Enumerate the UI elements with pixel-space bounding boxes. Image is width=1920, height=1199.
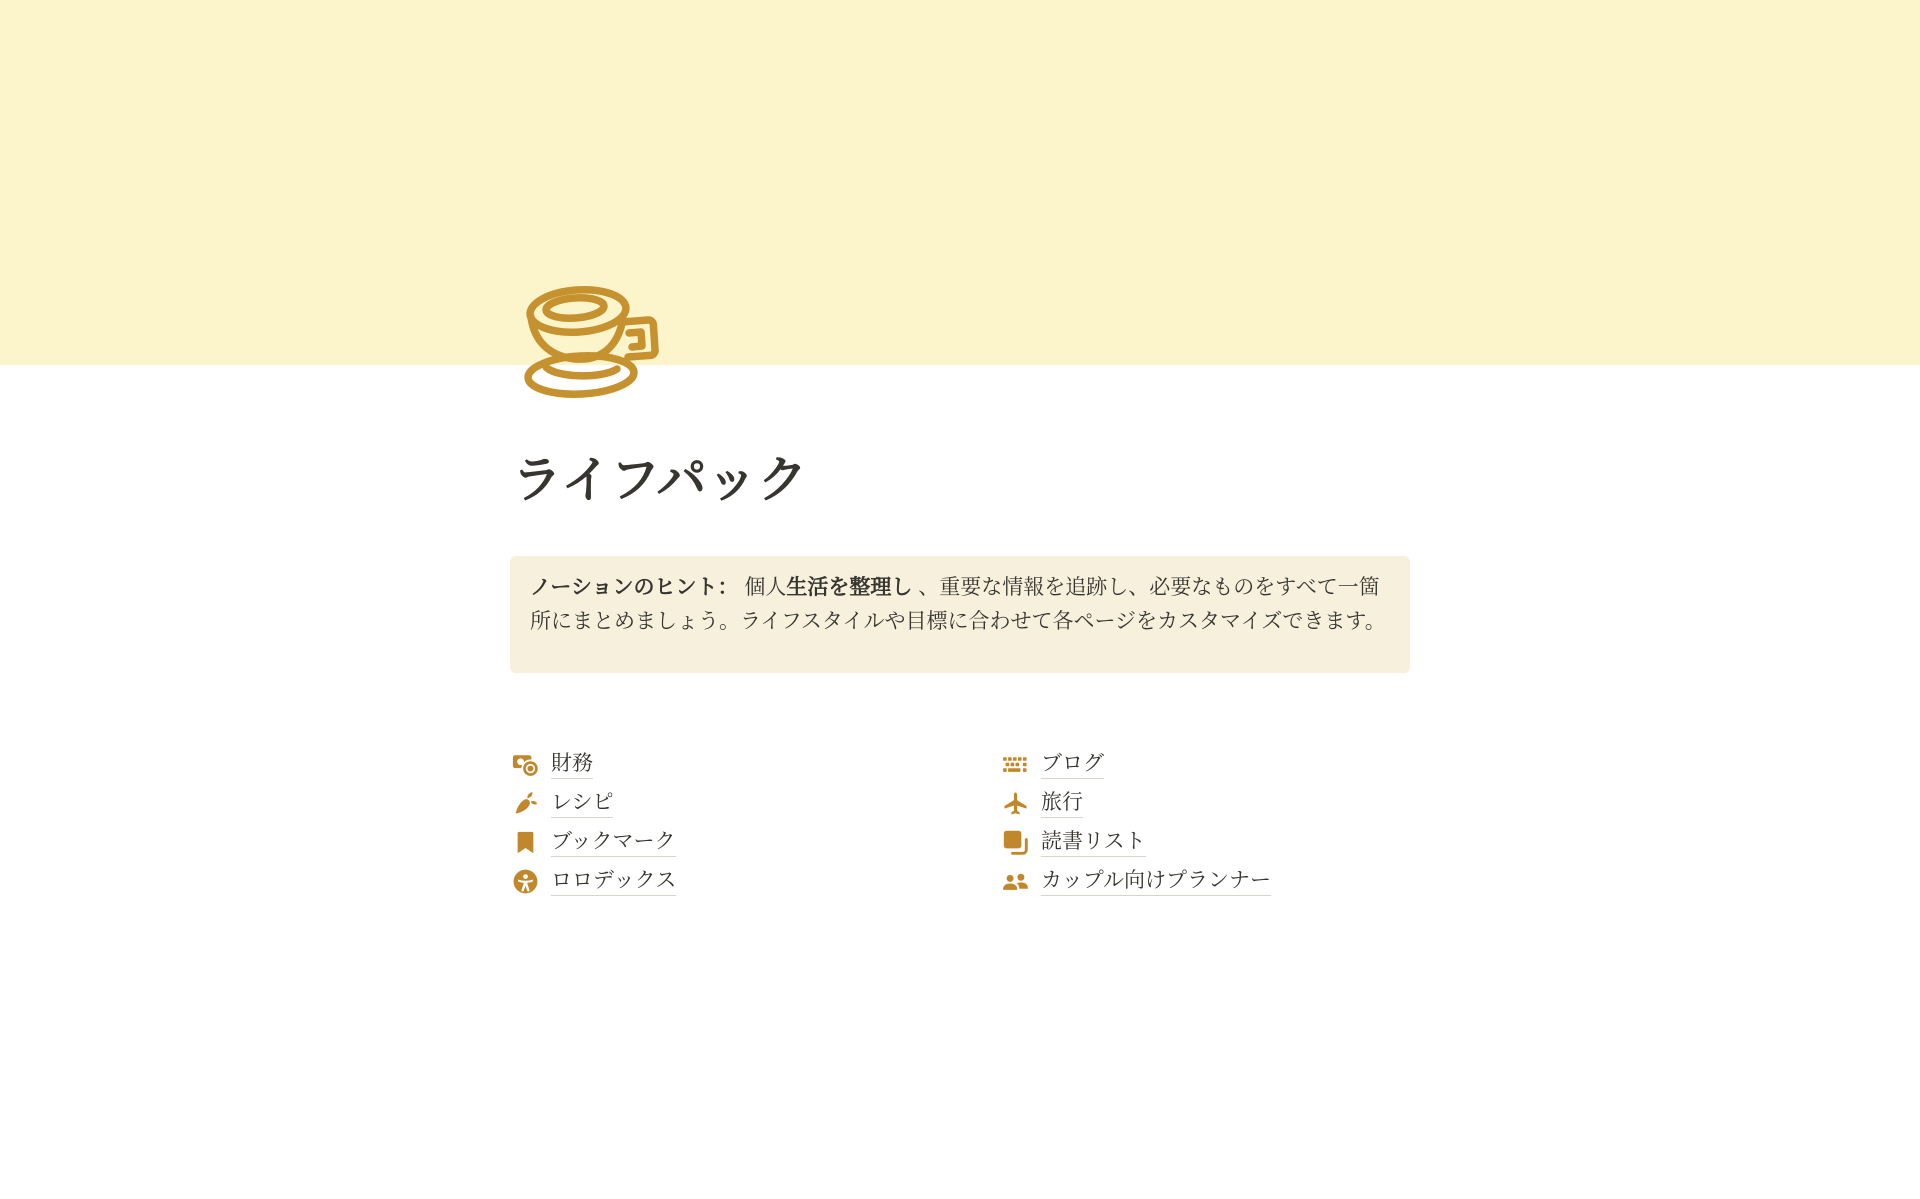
page-link-bookmarks[interactable] [512,823,958,862]
page-link-finance[interactable] [512,745,958,784]
page-link-label: 読書リスト [1041,828,1146,857]
page-link-label: 財務 [551,750,593,779]
page-link-blog[interactable] [1002,745,1410,784]
page-link-label: レシピ [551,789,613,818]
page-link-reading-list[interactable] [1002,823,1410,862]
page-link-recipes[interactable] [512,784,958,823]
page-link-rolodex[interactable] [512,862,958,901]
callout-hint-label: ノーションのヒント： [530,576,745,599]
keyboard-icon [1002,751,1029,778]
page-link-label: ブックマーク [551,828,676,857]
page-links [512,745,1410,901]
page-content [510,0,1410,1199]
people-icon [1002,868,1029,895]
money-icon [512,751,539,778]
book-icon [1002,829,1029,856]
page-link-label: カップル向けプランナー [1041,867,1271,896]
callout-bold-text: 生活を整理し [786,576,913,599]
person-circle-icon [512,868,539,895]
carrot-icon [512,790,539,817]
page-link-travel[interactable] [1002,784,1410,823]
links-column-left [512,745,958,901]
coffee-cup-icon[interactable] [515,281,665,407]
page-link-couples-planner[interactable] [1002,862,1410,901]
airplane-icon [1002,790,1029,817]
page-link-label: ロロデックス [551,867,676,896]
links-column-right [1002,745,1410,901]
page-link-label: 旅行 [1041,789,1083,818]
callout-text-2: 、重要な情報を追跡し、必要なものをすべて一箇所にまとめましょう。ライフスタイルや目標に合わせて各ページをカスタマイズできます。 [530,576,1386,633]
hint-callout[interactable] [510,556,1410,673]
page-link-label: ブログ [1041,750,1104,779]
callout-text: 個人 [744,576,787,599]
coffee-cup-illustration [515,281,665,407]
page-title[interactable]: ライフパック [512,452,808,508]
bookmark-icon [512,829,539,856]
